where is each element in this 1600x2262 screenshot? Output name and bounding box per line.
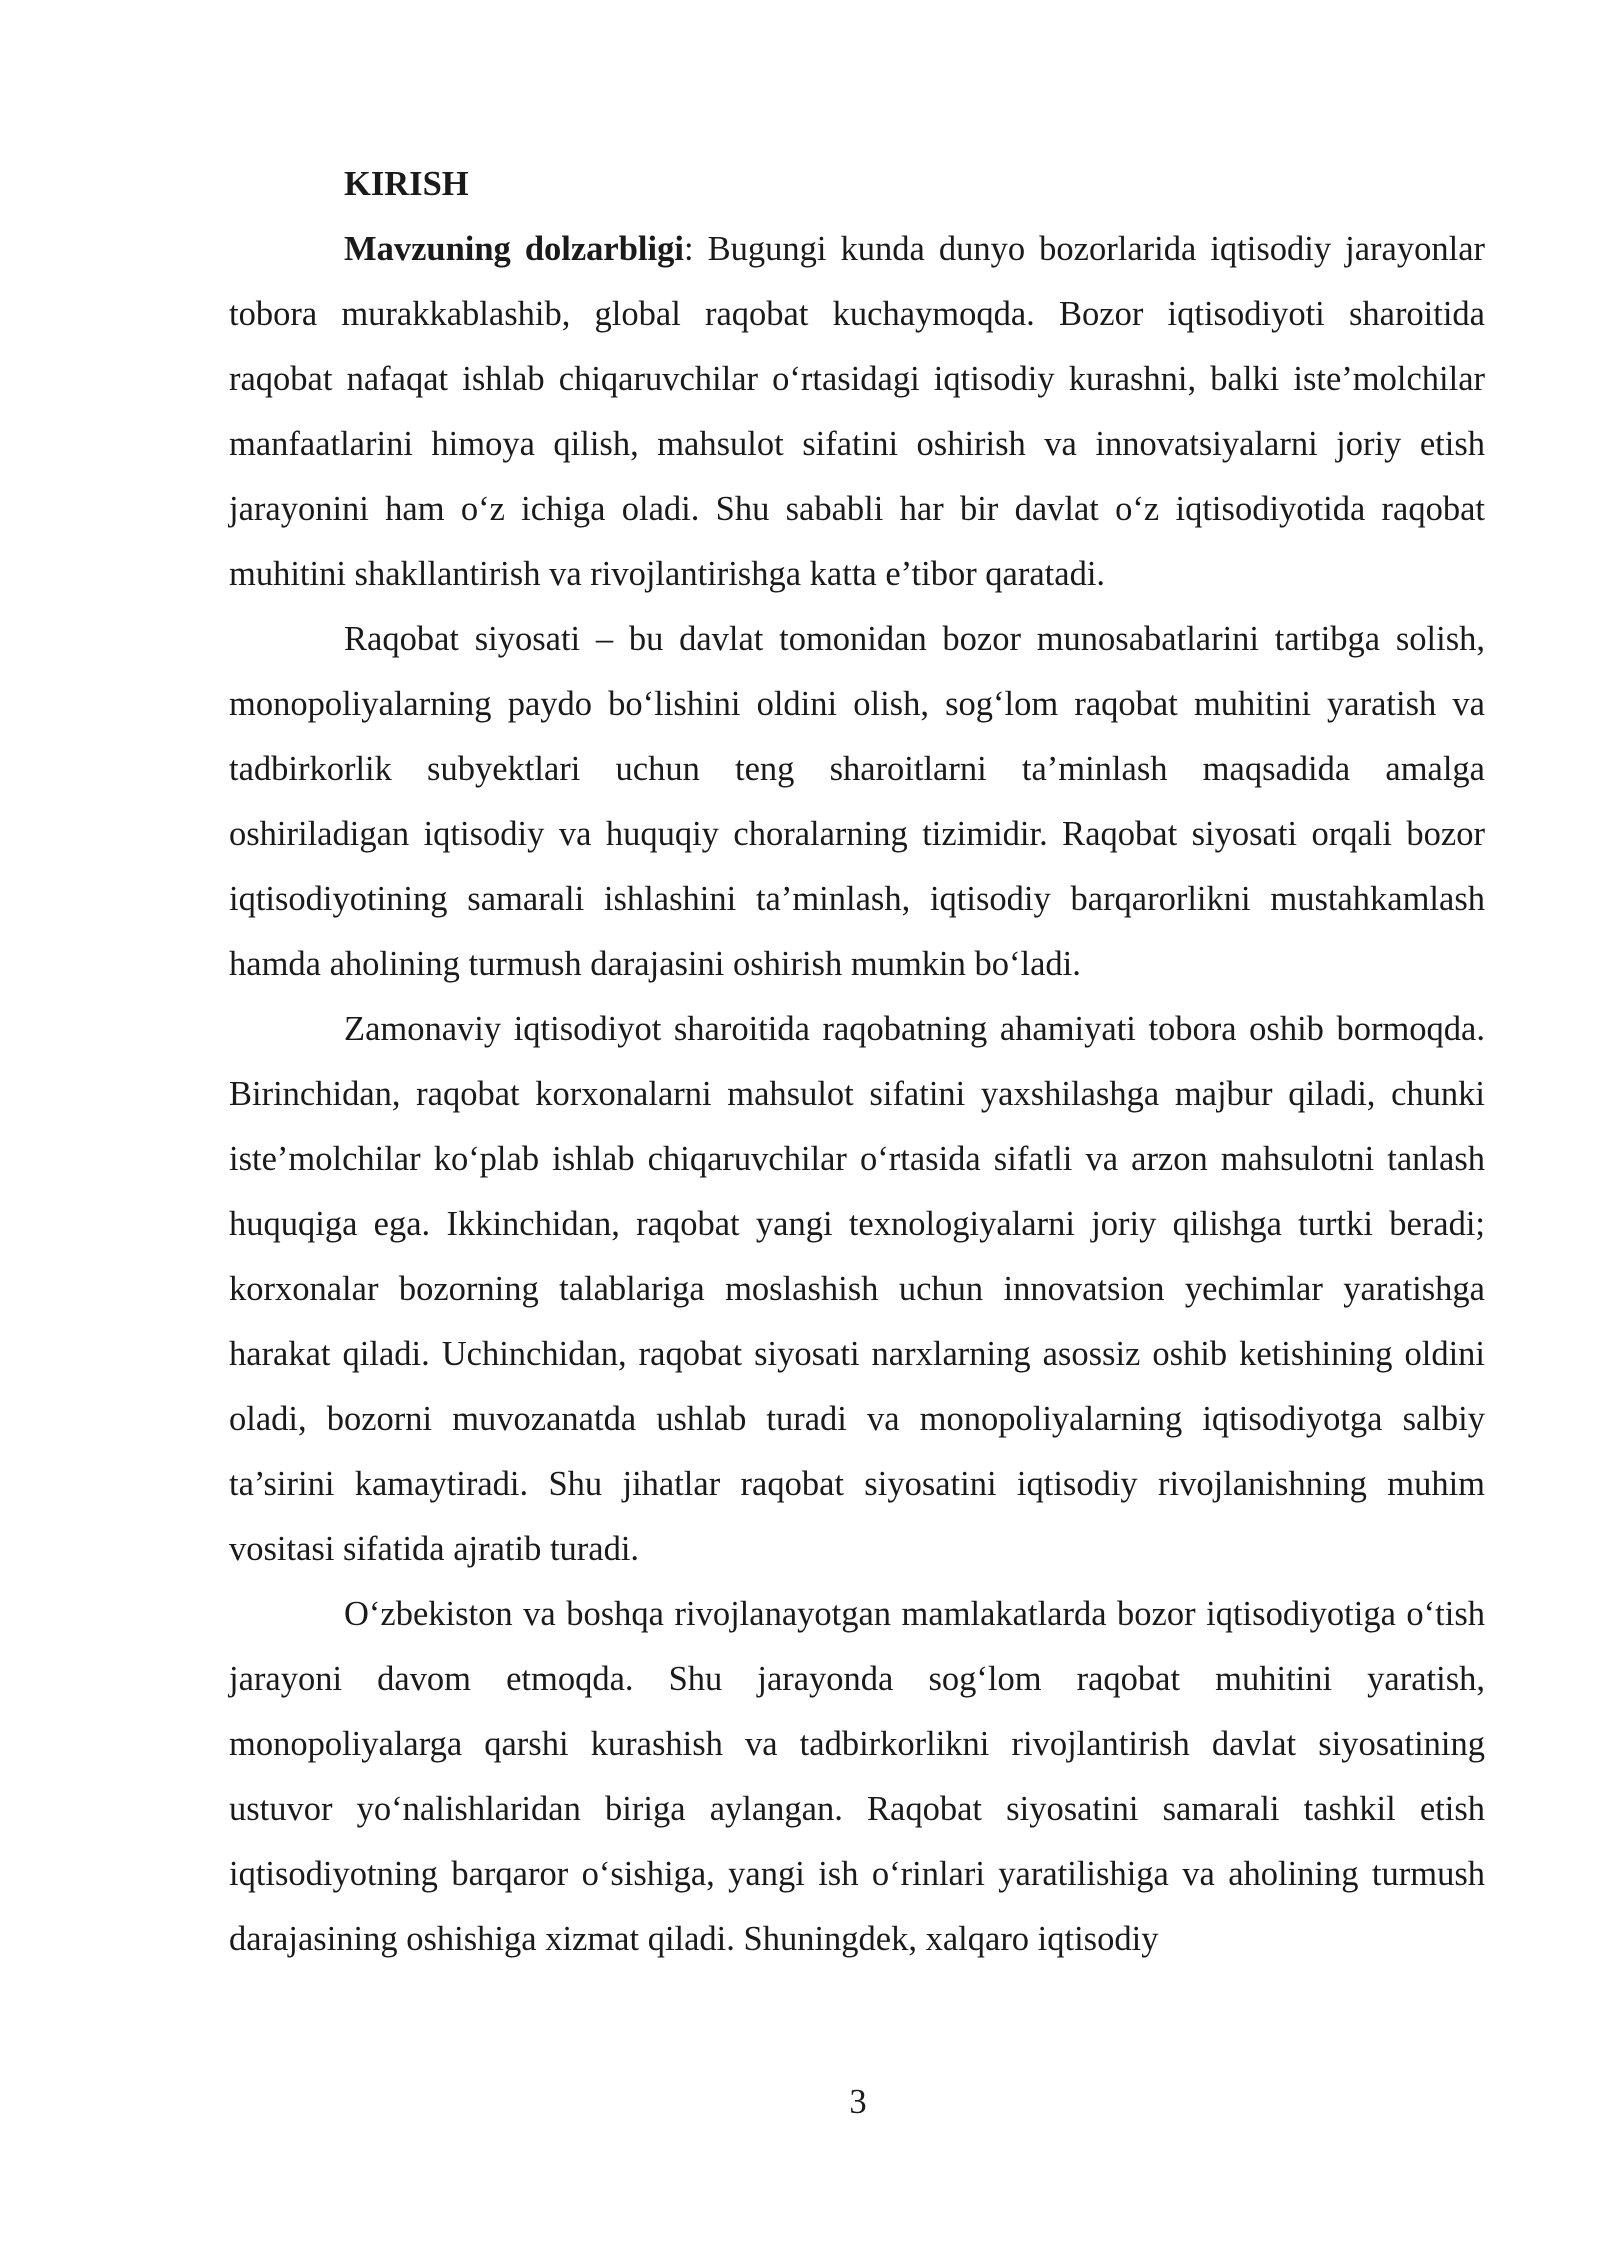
paragraph-text: : Bugungi kunda dunyo bozorlarida iqtisodiy jarayonlar tobora murakkablashib, global raqobat kuchaymoqda. Bozor iqtisodiyoti sharoitida raqobat nafaqat ishlab chiqaruvchilar o‘rtasidagi iqtisodiy kurashni, balki iste’molchilar manfaatlarini himoya qilish, mahsulot sifatini oshirish va innovatsiyalarni joriy etish jarayonini ham o‘z ichiga oladi. Shu sababli har bir davlat o‘z iqtisodiyotida raqobat muhitini shakllantirish va rivojlantirishga katta e’tibor qaratadi.	[229, 230, 1485, 593]
section-heading: KIRISH	[344, 165, 469, 203]
page-number: 3	[849, 2083, 867, 2121]
paragraph-competition-policy: Raqobat siyosati – bu davlat tomonidan bozor munosabatlarini tartibga solish, monopoliyalarning paydo bo‘lishini oldini olish, sog‘lom raqobat muhitini yaratish va tadbirkorlik subyektlari uchun teng sharoitlarni ta’minlash maqsadida amalga oshiriladigan iqtisodiy va huquqiy choralarning tizimidir. Raqobat siyosati orqali bozor iqtisodiyotining samarali ishlashini ta’minlash, iqtisodiy barqarorlikni mustahkamlash hamda aholining turmush darajasini oshirish mumkin bo‘ladi.	[229, 620, 1485, 983]
paragraph-relevance	[229, 217, 1485, 607]
paragraph-modern-economy: Zamonaviy iqtisodiyot sharoitida raqobatning ahamiyati tobora oshib bormoqda. Birinchidan, raqobat korxonalarni mahsulot sifatini yaxshilashga majbur qiladi, chunki iste’molchilar ko‘plab ishlab chiqaruvchilar o‘rtasida sifatli va arzon mahsulotni tanlash huquqiga ega. Ikkinchidan, raqobat yangi texnologiyalarni joriy qilishga turtki beradi; korxonalar bozorning talablariga moslashish uchun innovatsion yechimlar yaratishga harakat qiladi. Uchinchidan, raqobat siyosati narxlarning asossiz oshib ketishining oldini oladi, bozorni muvozanatda ushlab turadi va monopoliyalarning iqtisodiyotga salbiy ta’sirini kamaytiradi. Shu jihatlar raqobat siyosatini iqtisodiy rivojlanishning muhim vositasi sifatida ajratib turadi.	[229, 1010, 1485, 1568]
paragraph-uzbekistan: O‘zbekiston va boshqa rivojlanayotgan mamlakatlarda bozor iqtisodiyotiga o‘tish jarayoni davom etmoqda. Shu jarayonda sog‘lom raqobat muhitini yaratish, monopoliyalarga qarshi kurashish va tadbirkorlikni rivojlantirish davlat siyosatining ustuvor yo‘nalishlaridan biriga aylangan. Raqobat siyosatini samarali tashkil etish iqtisodiyotning barqaror o‘sishiga, yangi ish o‘rinlari yaratilishiga va aholining turmush darajasining oshishiga xizmat qiladi. Shuningdek, xalqaro iqtisodiy	[229, 1595, 1485, 1958]
document-body	[229, 152, 1485, 1972]
paragraph-lead: Mavzuning dolzarbligi	[344, 230, 684, 268]
